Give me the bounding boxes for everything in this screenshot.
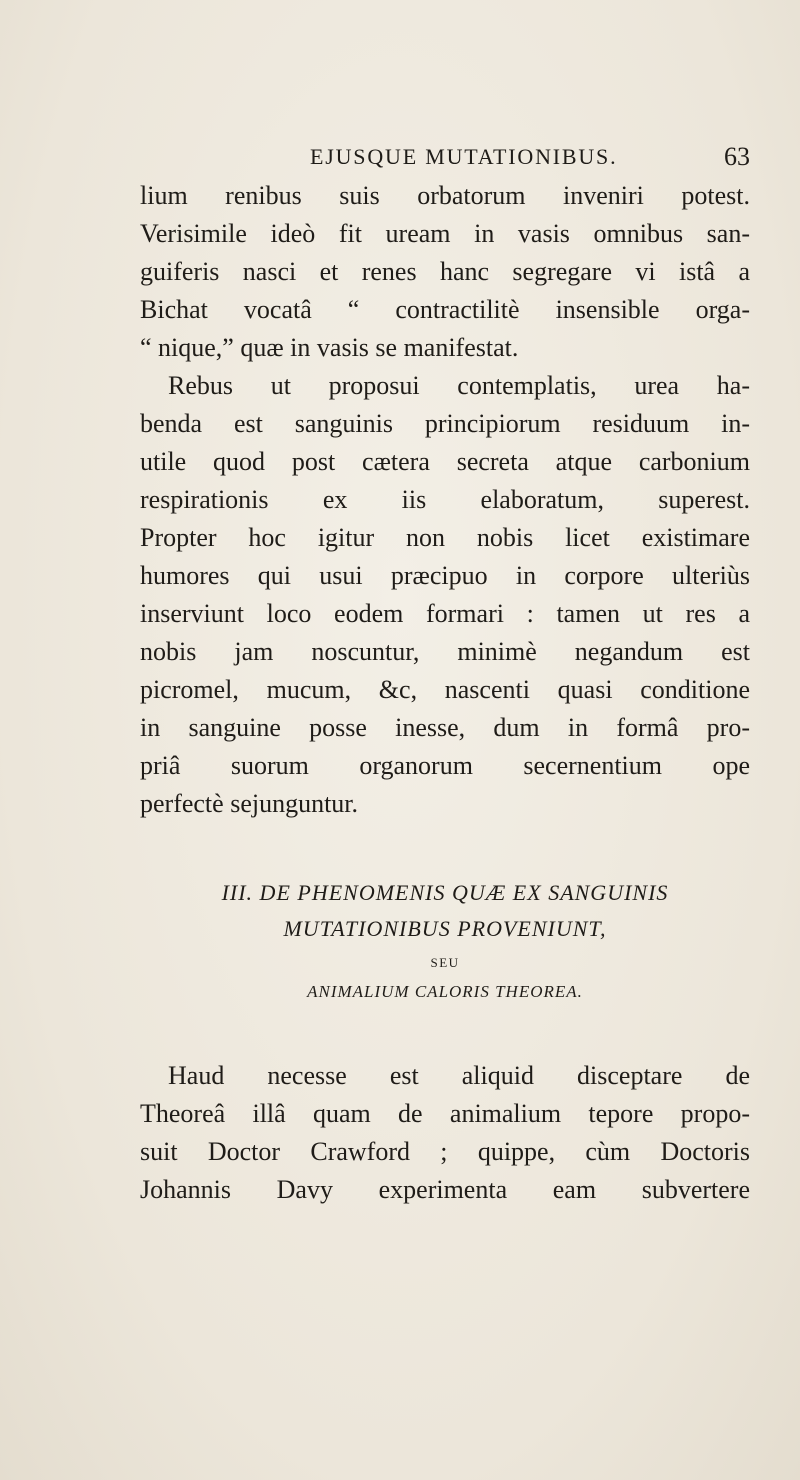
text-line: “ nique,” quæ in vasis se manifestat. (140, 333, 519, 362)
text-line: priâ suorum organorum secernentium ope (140, 751, 750, 780)
section-heading-subtitle: ANIMALIUM CALORIS THEOREA. (307, 982, 583, 1001)
text-line: Verisimile ideò fit uream in vasis omnibus san- (140, 219, 750, 248)
text-line: utile quod post cætera secreta atque carbonium (140, 447, 750, 476)
paragraph-section-start (140, 1057, 750, 1209)
text-line: in sanguine posse inesse, dum in formâ pro- (140, 713, 750, 742)
section-heading (140, 875, 750, 947)
text-line: picromel, mucum, &c, nascenti quasi conditione (140, 675, 750, 704)
section-heading-connector: SEU (430, 955, 460, 970)
text-line: Bichat vocatâ “ contractilitè insensible orga- (140, 295, 750, 324)
text-line: humores qui usui præcipuo in corpore ulteriùs (140, 561, 750, 590)
text-line: benda est sanguinis principiorum residuum in- (140, 409, 750, 438)
paragraph-continuation (140, 177, 750, 823)
text-line: nobis jam noscuntur, minimè negandum est (140, 637, 750, 666)
text-line: Propter hoc igitur non nobis licet existimare (140, 523, 750, 552)
text-line: guiferis nasci et renes hanc segregare vi istâ a (140, 257, 750, 286)
text-line: Johannis Davy experimenta eam subvertere (140, 1175, 750, 1204)
running-title: EJUSQUE MUTATIONIBUS. (310, 144, 618, 169)
running-head (310, 137, 750, 177)
text-line: Haud necesse est aliquid disceptare de (168, 1061, 750, 1090)
text-line: Rebus ut proposui contemplatis, urea ha- (168, 371, 750, 400)
section-heading-line: III. DE PHENOMENIS QUÆ EX SANGUINIS (221, 880, 669, 905)
text-line: respirationis ex iis elaboratum, superest. (140, 485, 750, 514)
page-number: 63 (724, 142, 750, 171)
text-line: lium renibus suis orbatorum inveniri potest. (140, 181, 750, 210)
section-heading-line: MUTATIONIBUS PROVENIUNT, (283, 916, 607, 941)
text-line: suit Doctor Crawford ; quippe, cùm Doctoris (140, 1137, 750, 1166)
text-line: Theoreâ illâ quam de animalium tepore propo- (140, 1099, 750, 1128)
text-line: perfectè sejunguntur. (140, 789, 359, 818)
text-line: inserviunt loco eodem formari : tamen ut res a (140, 599, 750, 628)
